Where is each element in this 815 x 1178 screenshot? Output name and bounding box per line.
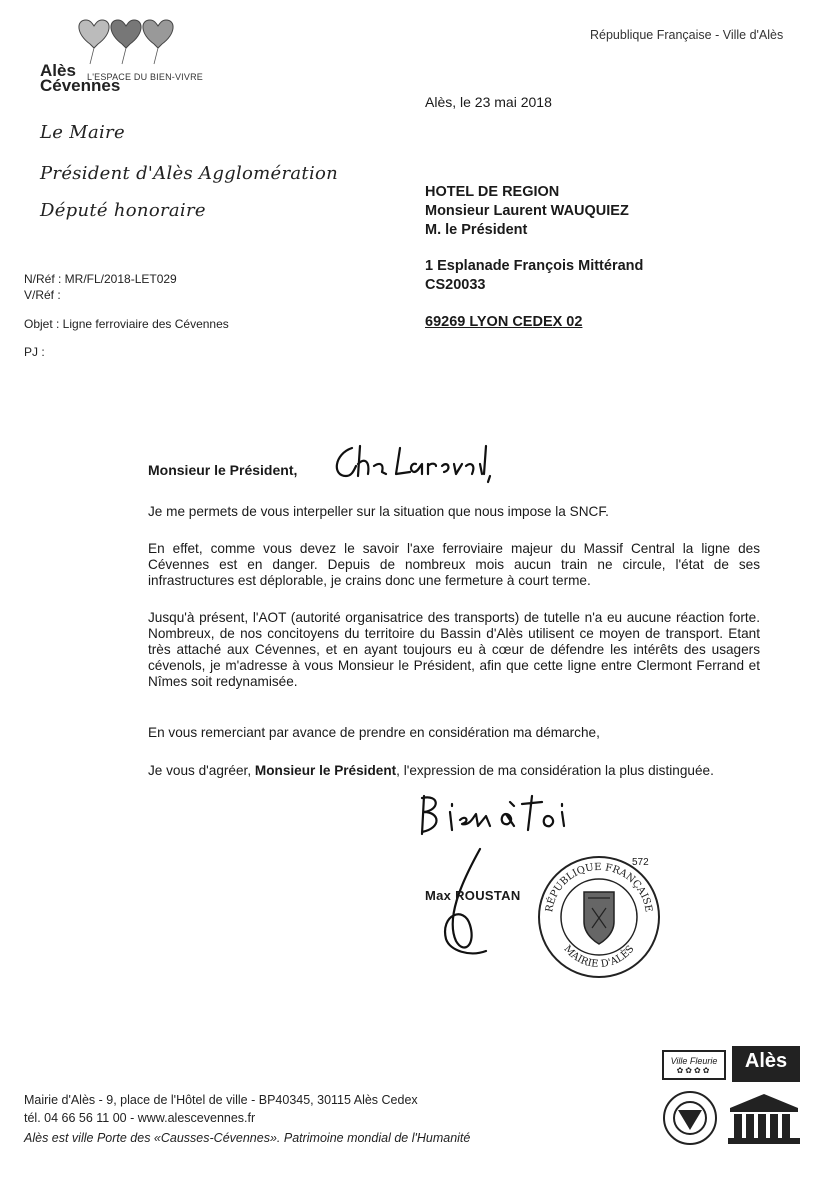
paragraph-4: En vous remerciant par avance de prendre en considération ma démarche, <box>148 725 600 740</box>
your-reference: V/Réf : <box>24 288 61 302</box>
ville-fleurie-label: Ville Fleurie <box>670 1056 718 1066</box>
logo-name-line2: Cévennes <box>40 76 121 95</box>
our-reference: N/Réf : MR/FL/2018-LET029 <box>24 272 177 286</box>
handwritten-bien-a-toi <box>410 790 570 840</box>
paragraph-1: Je me permets de vous interpeller sur la situation que nous impose la SNCF. <box>148 504 609 519</box>
seal-number: 572 <box>632 857 649 868</box>
recipient-address1: 1 Esplanade François Mittérand <box>425 258 644 274</box>
recipient-city: 69269 LYON CEDEX 02 <box>425 314 583 330</box>
recipient-line2: Monsieur Laurent WAUQUIEZ <box>425 203 629 219</box>
ville-fleurie-flowers-icon: ✿✿✿✿ <box>676 1066 712 1075</box>
letter-subject: Objet : Ligne ferroviaire des Cévennes <box>24 317 229 331</box>
letter-date: Alès, le 23 mai 2018 <box>425 94 552 110</box>
hearts-logo-icon <box>70 14 190 66</box>
ales-badge: Alès <box>732 1046 800 1082</box>
unesco-temple-icon <box>726 1092 802 1146</box>
closing-text-bold: Monsieur le Président <box>254 763 397 778</box>
letter-salutation: Monsieur le Président, <box>148 462 298 478</box>
recipient-line1: HOTEL DE REGION <box>425 184 560 200</box>
closing-text-start: Je vous d'agréer, <box>148 763 255 778</box>
seal-top-text: RÉPUBLIQUE FRANÇAISE <box>544 861 654 914</box>
sender-title-deputy: Député honoraire <box>40 200 206 221</box>
recipient-line3: M. le Président <box>425 222 528 238</box>
footer-heritage: Alès est ville Porte des «Causses-Cévennes». Patrimoine mondial de l'Humanité <box>24 1131 471 1145</box>
ville-fleurie-badge <box>662 1050 726 1080</box>
logo-name-line1: Alès <box>40 61 76 80</box>
signature-scribble <box>420 845 520 965</box>
paragraph-3: Jusqu'à présent, l'AOT (autorité organisatrice des transports) de tutelle n'a eu aucune réaction forte. Nombreux, de nos concitoyens du territoire du Bassin d'Alès utilisent ce moyen de transport. Etant très attaché aux Cévennes, et en ayant toujours eu à cœur de défendre les intérêts des usagers cévenols, je m'adresse à vous Monsieur le Président, afin que cette ligne entre Clermont Ferrand et Nîmes soit redynamisée. <box>148 610 760 689</box>
attachments: PJ : <box>24 345 45 359</box>
signer-name: Max ROUSTAN <box>425 888 521 903</box>
footer-contact: tél. 04 66 56 11 00 - www.alescevennes.fr <box>24 1111 256 1125</box>
paragraph-5 <box>148 763 760 779</box>
closing-text-end: , l'expression de ma considération la plus distinguée. <box>396 763 714 778</box>
recipient-address2: CS20033 <box>425 277 486 293</box>
mairie-seal-icon <box>534 852 664 982</box>
logo-tagline: L'ESPACE DU BIEN-VIVRE <box>87 72 203 82</box>
republic-header: République Française - Ville d'Alès <box>590 28 784 42</box>
paragraph-2: En effet, comme vous devez le savoir l'axe ferroviaire majeur du Massif Central la ligne des Cévennes est en danger. Depuis de nombreux mois aucun train ne circule, l'état de ses infrastructures est déplorable, je crains donc une fermeture à court terme. <box>148 541 760 588</box>
sender-title-president: Président d'Alès Agglomération <box>40 163 339 184</box>
footer-address: Mairie d'Alès - 9, place de l'Hôtel de ville - BP40345, 30115 Alès Cedex <box>24 1093 418 1107</box>
sender-title-mayor: Le Maire <box>40 122 125 143</box>
world-heritage-emblem-icon <box>662 1090 718 1146</box>
seal-bottom-text: MAIRIE D'ALÈS <box>561 943 637 971</box>
handwritten-greeting <box>330 440 500 484</box>
